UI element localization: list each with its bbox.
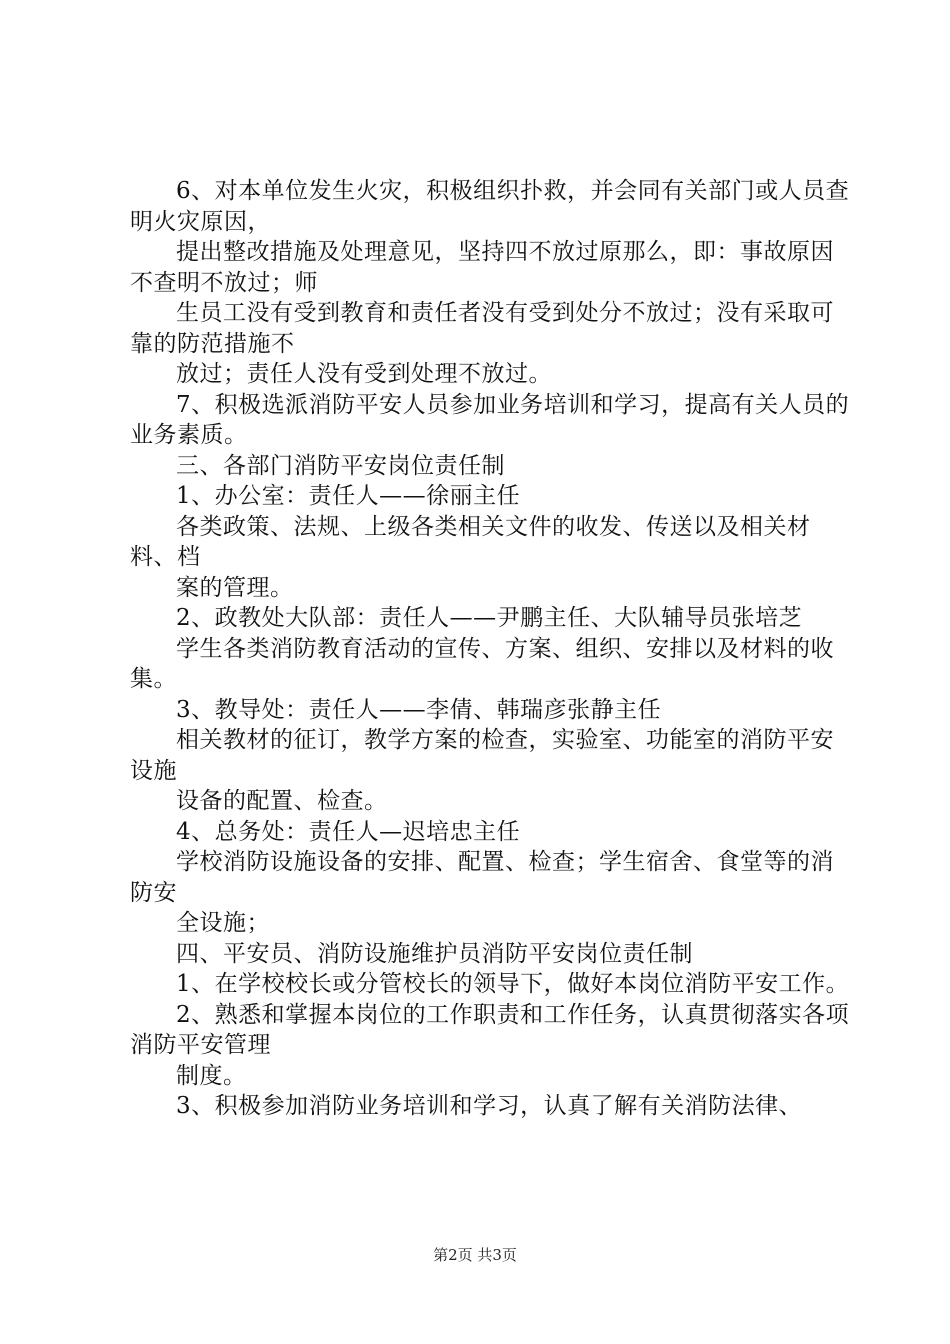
paragraph: 学生各类消防教育活动的宣传、方案、组织、安排以及材料的收集。	[130, 635, 834, 692]
page-indicator: 第2页 共3页	[433, 1246, 517, 1264]
paragraph: 2、熟悉和掌握本岗位的工作职责和工作任务，认真贯彻落实各项消防平安管理	[130, 1001, 850, 1058]
paragraph: 全设施；	[176, 910, 270, 936]
paragraph: 制度。	[176, 1062, 247, 1089]
paragraph: 1、办公室：责任人——徐丽主任	[176, 483, 521, 509]
body-text	[130, 176, 850, 1122]
paragraph: 放过；责任人没有受到处理不放过。	[176, 361, 552, 387]
paragraph: 3、教导处：责任人——李倩、韩瑞彦张静主任	[176, 696, 662, 723]
paragraph: 3、积极参加消防业务培训和学习，认真了解有关消防法律、	[176, 1093, 803, 1119]
paragraph: 生员工没有受到教育和责任者没有受到处分不放过；没有采取可靠的防范措施不	[130, 300, 834, 357]
paragraph: 相关教材的征订，教学方案的检查，实验室、功能室的消防平安设施	[130, 727, 834, 784]
paragraph: 1、在学校校长或分管校长的领导下，做好本岗位消防平安工作。	[176, 971, 850, 997]
paragraph: 2、政教处大队部：责任人——尹鹏主任、大队辅导员张培芝	[176, 605, 803, 631]
paragraph: 提出整改措施及处理意见，坚持四不放过原那么，即：事故原因不查明不放过；师	[130, 239, 834, 296]
paragraph: 6、对本单位发生火灾，积极组织扑救，并会同有关部门或人员查明火灾原因，	[130, 178, 850, 235]
paragraph: 设备的配置、检查。	[176, 788, 388, 814]
paragraph: 各类政策、法规、上级各类相关文件的收发、传送以及相关材料、档	[130, 513, 811, 570]
section-heading: 三、各部门消防平安岗位责任制	[176, 452, 505, 479]
section-heading: 四、平安员、消防设施维护员消防平安岗位责任制	[176, 940, 693, 967]
page-footer	[0, 1244, 950, 1265]
paragraph: 案的管理。	[176, 574, 294, 601]
paragraph: 学校消防设施设备的安排、配置、检查；学生宿舍、食堂等的消防安	[130, 849, 834, 906]
paragraph: 4、总务处：责任人—迟培忠主任	[176, 818, 521, 845]
paragraph: 7、积极选派消防平安人员参加业务培训和学习，提高有关人员的业务素质。	[130, 391, 850, 448]
